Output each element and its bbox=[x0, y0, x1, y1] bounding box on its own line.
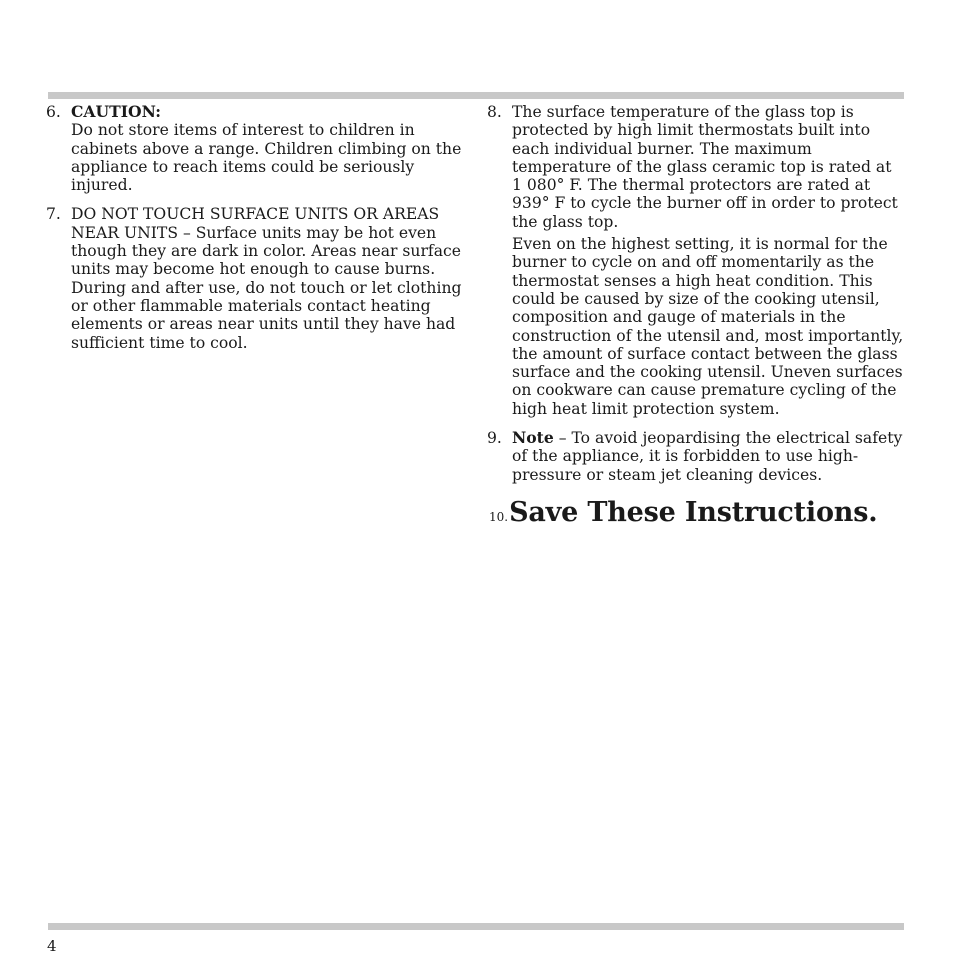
save-title: Save These Instructions. bbox=[509, 496, 878, 528]
page-number: 4 bbox=[47, 937, 57, 955]
item-number: 8. bbox=[487, 103, 502, 121]
item-text: DO NOT TOUCH SURFACE UNITS OR AREAS NEAR UNITS – Surface units may be hot even though they are dark in color. Areas near surface units may become hot enough to cause burns. During and after use, do not touch or let clothing or other flammable materials contact heating elements or areas near units until they have had sufficient time to cool. bbox=[71, 205, 462, 352]
item-number: 7. bbox=[46, 205, 61, 224]
left-column bbox=[46, 103, 466, 363]
item-paragraph: The surface temperature of the glass top is protected by high limit thermostats built into each individual burner. The maximum temperature of the glass ceramic top is rated at 1 080° F. The thermal protectors are rated at 939° F to cycle the burner off in order to protect the glass top. bbox=[512, 103, 898, 231]
list-item-9 bbox=[487, 429, 905, 484]
note-text: – To avoid jeopardising the electrical safety of the appliance, it is forbidden to use high-pressure or steam jet cleaning devices. bbox=[512, 429, 903, 484]
item-number: 10. bbox=[489, 509, 509, 524]
item-paragraph: Even on the highest setting, it is normal for the burner to cycle on and off momentarily as the thermostat senses a high heat condition. This could be caused by size of the cooking utensil, composition and gauge of materials in the construction of the utensil and, most importantly, the amount of surface contact between the glass surface and the cooking utensil. Uneven surfaces on cookware can cause premature cycling of the high heat limit protection system. bbox=[512, 235, 904, 418]
note-label: Note bbox=[512, 428, 554, 448]
list-item-6 bbox=[46, 103, 466, 194]
list-item-8 bbox=[487, 103, 905, 418]
item-text: Do not store items of interest to children in cabinets above a range. Children climbing on the appliance to reach items could be seriously injured. bbox=[71, 121, 462, 195]
caution-heading: CAUTION: bbox=[71, 102, 162, 121]
item-number: 9. bbox=[487, 429, 502, 448]
bottom-rule bbox=[48, 923, 904, 930]
item-text bbox=[512, 429, 905, 484]
top-rule bbox=[48, 92, 904, 99]
list-item-7 bbox=[46, 205, 466, 351]
save-instructions-heading bbox=[487, 496, 905, 528]
right-column bbox=[487, 103, 905, 526]
item-number: 6. bbox=[46, 103, 61, 121]
